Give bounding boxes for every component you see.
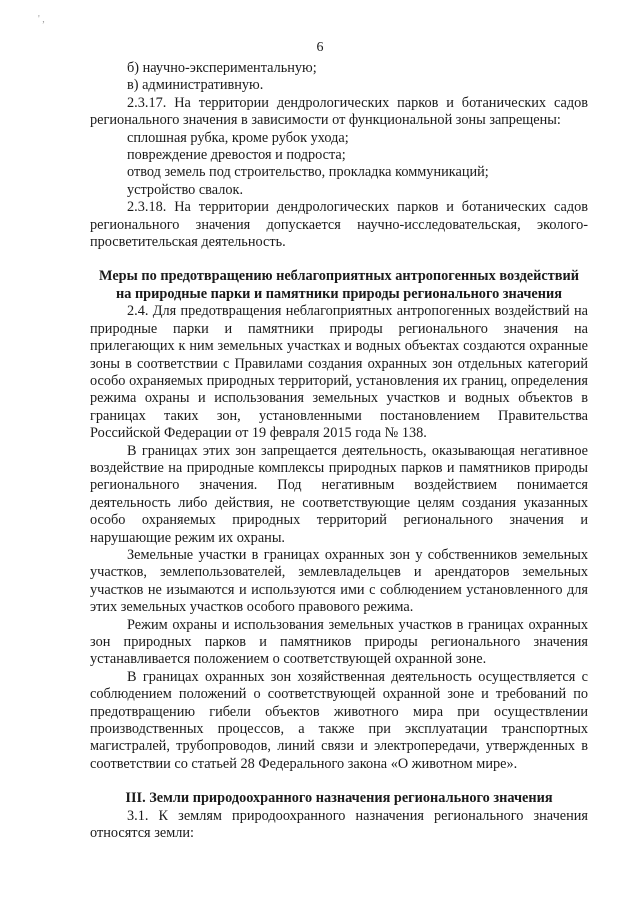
paragraph-2-3-18: 2.3.18. На территории дендрологических парков и ботанических садов регионального значения допускается научно-исследовательская, эколого-просветительская деятельность.: [90, 199, 588, 251]
scan-mark: ' ,: [38, 14, 45, 25]
section-heading-measures: Меры по предотвращению неблагоприятных антропогенных воздействий на природные парки и памятники природы регионального значения: [99, 268, 579, 302]
prohibition-item: повреждение древостоя и подроста;: [127, 147, 346, 164]
list-item-b: б) научно-экспериментальную;: [127, 60, 317, 76]
paragraph-zones-land: Земельные участки в границах охранных зон у собственников земельных участков, землепользователей, землевладельцев и арендаторов земельных участков не изымаются и используются ими с соблюдением установленного для этих земельных участков особого правового режима.: [90, 546, 588, 616]
paragraph-zones-prohibition: В границах этих зон запрещается деятельность, оказывающая негативное воздействие на природные комплексы природных парков и памятников природы регионального значения. Под негативным воздействием понимается деятельность либо действия, не соответствующие целям создания указанных особо охраняемых природных территорий регионального значения и нарушающие режим их охраны.: [90, 442, 588, 546]
paragraph-2-4: 2.4. Для предотвращения неблагоприятных антропогенных воздействий на природные парки и памятники природы регионального значения на прилегающих к ним земельных участках и водных объектах создаются охранные зоны в соответствии с Правилами создания охранных зон отдельных категорий особо охраняемых природных территорий, установления их границ, определения режима охраны и использования земельных участков и водных объектов в границах таких зон, установленными постановлением Правительства Российской Федерации от 19 февраля 2015 года № 138.: [90, 303, 588, 442]
section-heading-3: III. Земли природоохранного назначения регионального значения: [125, 790, 553, 807]
prohibition-item: сплошная рубка, кроме рубок ухода;: [127, 129, 349, 146]
paragraph-zones-activity: В границах охранных зон хозяйственная деятельность осуществляется с соблюдением положений о соответствующей охранной зоне и требований по предотвращению гибели объектов животного мира при осуществлении производственных процессов, а также при эксплуатации транспортных магистралей, трубопроводов, линий связи и электропередачи, утвержденных в соответствии со статьей 28 Федерального закона «О животном мире».: [90, 668, 588, 772]
page-number: 6: [316, 40, 324, 55]
paragraph-zones-regime: Режим охраны и использования земельных участков в границах охранных зон природных парков и памятников природы регионального значения устанавливается положением о соответствующей охранной зоне.: [90, 616, 588, 668]
prohibition-item: отвод земель под строительство, прокладка коммуникаций;: [127, 164, 489, 181]
list-item-v: в) административную.: [127, 77, 264, 94]
paragraph-3-1: 3.1. К землям природоохранного назначения регионального значения относятся земли:: [90, 807, 588, 842]
paragraph-2-3-17: 2.3.17. На территории дендрологических парков и ботанических садов регионального значения в зависимости от функциональной зоны запрещены:: [90, 94, 588, 129]
prohibition-item: устройство свалок.: [127, 181, 244, 198]
document-body: [90, 60, 588, 842]
